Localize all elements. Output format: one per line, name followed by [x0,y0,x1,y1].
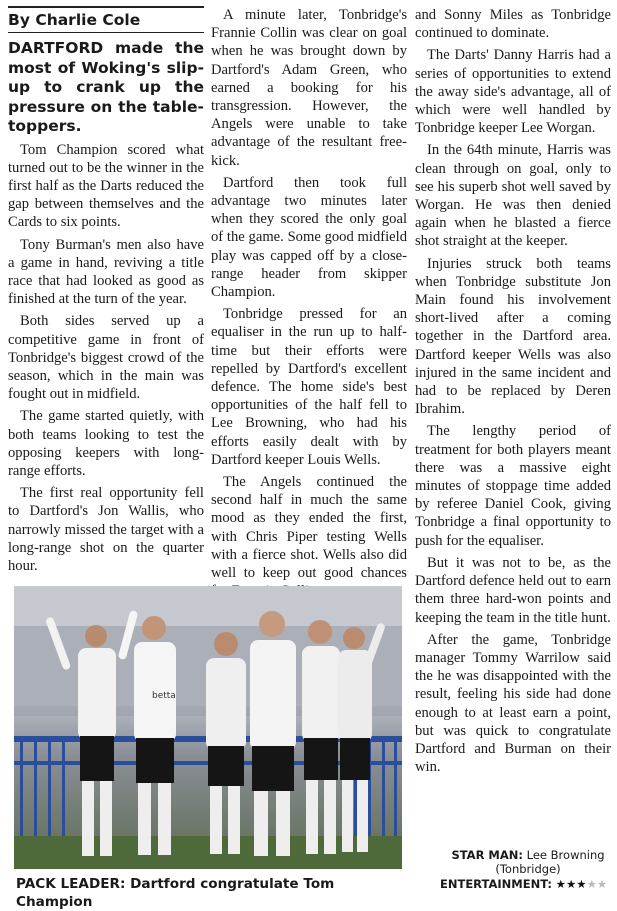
paragraph: Injuries struck both teams when Tonbridge substitute Jon Main found his involvement short-lived after a coming together in the Dartford area. Dartford keeper Wells was also injured in the same incident and had to be replaced by Deren Ibrahim. [415,255,611,418]
entertainment-rating-box [440,877,616,891]
paragraph: The lengthy period of treatment for both players meant there was a massive eight minutes of stoppage time added by referee Daniel Cook, giving Tonbridge a final opportunity to push for the equaliser. [415,423,611,549]
paragraph: The Darts' Danny Harris had a series of opportunities to extend the away side's advantage, all of which were well handled by Tonbridge keeper Lee Worgan. [415,47,611,137]
paragraph: The first real opportunity fell to Dartford's Jon Wallis, who narrowly missed the target with a long-range shot on the quarter hour. [8,485,204,574]
paragraph: Tonbridge pressed for an equaliser in the run up to half-time but their efforts were repelled by Dartford's excellent defence. The home side's best opportunities of the half fell to Lee Browning, who had his efforts easily dealt with by Dartford keeper Louis Wells. [211,306,407,468]
star-empty-icon: ★ [586,877,597,891]
star-man-label: STAR MAN: [451,848,523,862]
article-column-2 [211,6,407,605]
paragraph: But it was not to be, as the Dartford defence held out to earn them three hard-won points and keeping the team in the title hunt. [415,554,611,626]
star-empty-icon: ★ [596,877,608,891]
shirt-sponsor-text: betta [152,691,176,701]
intro-paragraph [8,39,204,137]
team-celebration-photo [14,586,402,869]
entertainment-label: ENTERTAINMENT: [440,877,553,891]
paragraph: The game started quietly, with both teams looking to test the opposing keepers with long-range efforts. [8,408,204,479]
star-man-name: Lee Browning [526,848,605,862]
paragraph: In the 64th minute, Harris was clean through on goal, only to see his superb shot well saved by Worgan. He was then denied again when he blasted a fierce shot straight at the keeper. [415,142,611,250]
intro-rest: made the most of Woking's slip-up to crank up the pressure on the table-toppers. [8,39,204,135]
paragraph-continued: and Sonny Miles as Tonbridge continued to dominate. [415,7,611,42]
photo-illustration [14,586,402,869]
paragraph: Tom Champion scored what turned out to be the winner in the first half as the Darts reduced the gap between themselves and the Cards to six points. [8,141,204,231]
paragraph: After the game, Tonbridge manager Tommy Warrilow said the he was disappointed with the result, feeling his side had done enough to at least earn a point, but was quick to congratulate Dartford and Burman on their win. [415,631,611,776]
byline: By Charlie Cole [8,6,204,33]
paragraph: Both sides served up a competitive game in front of Tonbridge's biggest crowd of the season, which in the main was fought out in midfield. [8,313,204,403]
photo-caption: PACK LEADER: Dartford congratulate Tom Champion [16,876,335,910]
paragraph: Tony Burman's men also have a game in hand, reviving a title race that had looked as good as finished at the turn of the year. [8,236,204,308]
paragraph: Dartford then took full advantage two minutes later when they scored the only goal of the game. Some good midfield play was capped off by a close-range header from skipper Champion. [211,174,407,301]
entertainment-stars [556,877,608,891]
intro-lead: DARTFORD [8,39,104,57]
star-filled-icon: ★ [555,877,566,891]
article-column-3 [415,6,611,780]
star-filled-icon: ★ [565,877,577,891]
star-man-box [440,848,616,876]
paragraph: The Angels continued the second half in much the same mood as they ended the first, with Chris Piper testing Wells with a fierce shot. Wells also did well to keep out good chances [211,474,407,582]
star-filled-icon: ★ [576,877,587,891]
article-column-1 [8,6,204,579]
star-man-team: (Tonbridge) [495,862,561,876]
paragraph: A minute later, Tonbridge's Frannie Collin was clear on goal when he was brought down by Dartford's Adam Green, who earned a booking for his transgression. However, the Angels were unable to take advantage of the resultant free-kick. [211,7,407,169]
